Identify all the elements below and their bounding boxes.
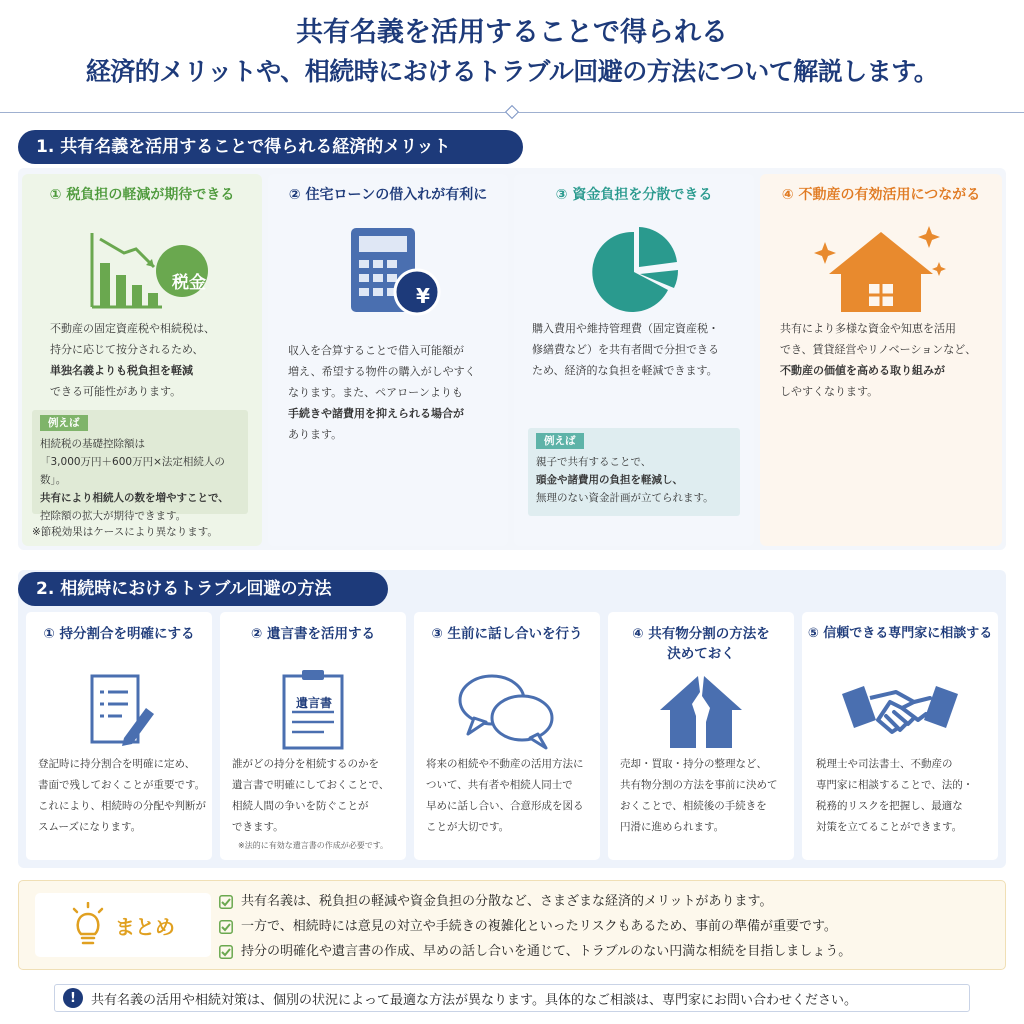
body-line: ことが大切です。 bbox=[426, 821, 510, 833]
merit-card-body bbox=[50, 318, 250, 402]
body-line: スムーズになります。 bbox=[38, 821, 142, 833]
trouble-card-body bbox=[620, 754, 790, 838]
example-box bbox=[32, 410, 248, 522]
trouble-card-body bbox=[816, 754, 986, 838]
body-line-bold: 不動産の価値を高める取り組みが bbox=[780, 364, 945, 377]
summary-label-text: まとめ bbox=[115, 914, 175, 939]
trouble-card-share-ratio bbox=[26, 612, 212, 860]
pie-chart-icon bbox=[514, 222, 754, 322]
merit-card-loan bbox=[268, 174, 508, 546]
will-icon-text: 遺言書 bbox=[296, 696, 333, 710]
body-line: 収入を合算することで借入可能額が bbox=[288, 344, 464, 357]
example-line: 控除額の拡大が期待できます。 bbox=[40, 510, 187, 522]
body-line: 登記時に持分割合を明確に定め、 bbox=[38, 758, 196, 770]
merit-card-title: ② 住宅ローンの借入れが有利に bbox=[288, 187, 488, 203]
merit-card-utilization bbox=[760, 174, 1002, 546]
check-icon bbox=[219, 945, 233, 959]
summary-list bbox=[219, 889, 851, 964]
section1-header: 1. 共有名義を活用することで得られる経済的メリット bbox=[18, 130, 523, 164]
summary-item-text: 共有名義は、税負担の軽減や資金負担の分散など、さまざまな経済的メリットがあります。 bbox=[241, 894, 773, 909]
body-line: 共有により多様な資金や知恵を活用 bbox=[780, 322, 956, 335]
example-line: 無理のない資金計画が立てられます。 bbox=[536, 492, 714, 504]
trouble-card-discussion bbox=[414, 612, 600, 860]
body-line: 増え、希望する物件の購入がしやすく bbox=[288, 365, 476, 378]
body-line: 共有物分割の方法を事前に決めて bbox=[620, 779, 778, 791]
merit-card-body bbox=[532, 318, 746, 381]
trouble-card-title: ③ 生前に話し合いを行う bbox=[431, 626, 583, 642]
example-tag: 例えば bbox=[40, 415, 88, 431]
trouble-card-expert bbox=[802, 612, 998, 860]
document-pen-icon bbox=[26, 668, 212, 752]
body-line: 税理士や司法書士、不動産の bbox=[816, 758, 953, 770]
title-line-2: 決めておく bbox=[667, 646, 735, 662]
body-line: できる可能性があります。 bbox=[50, 385, 182, 398]
body-line: 円滑に進められます。 bbox=[620, 821, 725, 833]
handshake-icon bbox=[802, 668, 998, 752]
merit-card-title: ① 税負担の軽減が期待できる bbox=[49, 187, 235, 203]
check-icon bbox=[219, 895, 233, 909]
summary-label bbox=[35, 893, 211, 957]
example-line: 「3,000万円＋600万円×法定相続人の数」。 bbox=[40, 456, 225, 486]
example-line: 親子で共有することで、 bbox=[536, 456, 652, 468]
summary-item bbox=[219, 939, 851, 964]
summary-item-text: 一方で、相続時には意見の対立や手続きの複雑化といったリスクもあるため、事前の準備が重要です。 bbox=[241, 919, 837, 934]
tax-note: ※節税効果はケースにより異なります。 bbox=[32, 526, 218, 538]
trouble-card-title: ⑤ 信頼できる専門家に相談する bbox=[807, 626, 993, 641]
body-line: なります。また、ペアローンよりも bbox=[288, 386, 463, 399]
merit-card-body bbox=[288, 340, 498, 445]
summary-item-text: 持分の明確化や遺言書の作成、早めの話し合いを通じて、トラブルのない円満な相続を目指しましょう。 bbox=[241, 944, 852, 959]
page-title bbox=[0, 14, 1024, 92]
title-line-2: 経済的メリットや、相続時におけるトラブル回避の方法について解説します。 bbox=[85, 57, 939, 86]
merit-card-title: ④ 不動産の有効活用につながる bbox=[781, 187, 981, 203]
body-line: 購入費用や維持管理費（固定資産税・ bbox=[532, 322, 719, 335]
footer-text: 共有名義の活用や相続対策は、個別の状況によって最適な方法が異なります。具体的なご相談は、専門家にお問い合わせください。 bbox=[91, 992, 857, 1008]
merit-card-body bbox=[780, 318, 994, 402]
example-line: 相続税の基礎控除額は bbox=[40, 438, 145, 450]
footer-notice bbox=[54, 984, 970, 1012]
body-line: ついて、共有者や相続人同士で bbox=[426, 779, 573, 791]
split-house-icon bbox=[608, 668, 794, 752]
summary-item bbox=[219, 914, 851, 939]
section2-header: 2. 相続時におけるトラブル回避の方法 bbox=[18, 572, 388, 606]
tax-badge-text: 税金 bbox=[172, 273, 206, 293]
trouble-card-will bbox=[220, 612, 406, 860]
body-line: これにより、相続時の分配や判断が bbox=[38, 800, 206, 812]
body-line: 相続人間の争いを防ぐことが bbox=[232, 800, 369, 812]
merit-card-funds bbox=[514, 174, 754, 546]
body-line: でき、賃貸経営やリノベーションなど、 bbox=[780, 343, 977, 356]
summary-box bbox=[18, 880, 1006, 970]
check-icon bbox=[219, 920, 233, 934]
speech-bubbles-icon bbox=[414, 668, 600, 752]
body-line: ため、経済的な負担を軽減できます。 bbox=[532, 364, 718, 377]
trouble-card-division bbox=[608, 612, 794, 860]
body-line: できます。 bbox=[232, 821, 284, 833]
title-line-1: 共有名義を活用することで得られる bbox=[296, 17, 728, 48]
yen-symbol: ¥ bbox=[416, 284, 430, 308]
merit-card-title: ③ 資金負担を分散できる bbox=[555, 187, 713, 203]
trouble-card-body bbox=[232, 754, 402, 838]
example-box bbox=[528, 428, 740, 516]
merit-card-tax bbox=[22, 174, 262, 546]
body-line: 将来の相続や不動産の活用方法に bbox=[426, 758, 584, 770]
trouble-card-title: ① 持分割合を明確にする bbox=[43, 626, 195, 642]
lightbulb-icon bbox=[71, 902, 105, 948]
example-tag: 例えば bbox=[536, 433, 584, 449]
body-line: 書面で残しておくことが重要です。 bbox=[38, 779, 206, 791]
body-line: 早めに話し合い、合意形成を図る bbox=[426, 800, 584, 812]
divider-diamond-icon bbox=[505, 105, 519, 119]
trouble-card-body bbox=[426, 754, 596, 838]
body-line: しやすくなります。 bbox=[780, 385, 879, 398]
house-sparkle-icon bbox=[760, 222, 1002, 322]
body-line: 遺言書で明確にしておくことで、 bbox=[232, 779, 390, 791]
body-line-bold: 手続きや諸費用を抑えられる場合が bbox=[288, 407, 464, 420]
will-note: ※法的に有効な遺言書の作成が必要です。 bbox=[238, 841, 389, 850]
calculator-yen-icon bbox=[268, 222, 508, 322]
body-line: 対策を立てることができます。 bbox=[816, 821, 963, 833]
summary-item bbox=[219, 889, 851, 914]
example-line: 共有により相続人の数を増やすことで、 bbox=[40, 492, 229, 504]
body-line: 誰がどの持分を相続するのかを bbox=[232, 758, 379, 770]
body-line-bold: 単独名義よりも税負担を軽減 bbox=[50, 364, 193, 377]
exclamation-icon: ! bbox=[63, 988, 83, 1008]
body-line: おくことで、相続後の手続きを bbox=[620, 800, 767, 812]
body-line: 修繕費など）を共有者間で分担できる bbox=[532, 343, 719, 356]
body-line: 不動産の固定資産税や相続税は、 bbox=[50, 322, 215, 335]
example-line: 頭金や諸費用の負担を軽減し、 bbox=[536, 474, 683, 486]
body-line: 売却・買取・持分の整理など、 bbox=[620, 758, 767, 770]
title-line-1: ④ 共有物分割の方法を bbox=[632, 626, 770, 642]
body-line: 税務的リスクを把握し、最適な bbox=[816, 800, 963, 812]
will-clipboard-icon bbox=[220, 668, 406, 752]
trouble-card-title bbox=[608, 624, 794, 664]
body-line: 持分に応じて按分されるため、 bbox=[50, 343, 204, 356]
trouble-card-body bbox=[38, 754, 208, 838]
body-line: 専門家に相談することで、法的・ bbox=[816, 779, 974, 791]
tax-chart-icon bbox=[22, 222, 262, 322]
trouble-card-title: ② 遺言書を活用する bbox=[250, 626, 376, 642]
body-line: あります。 bbox=[288, 428, 343, 441]
